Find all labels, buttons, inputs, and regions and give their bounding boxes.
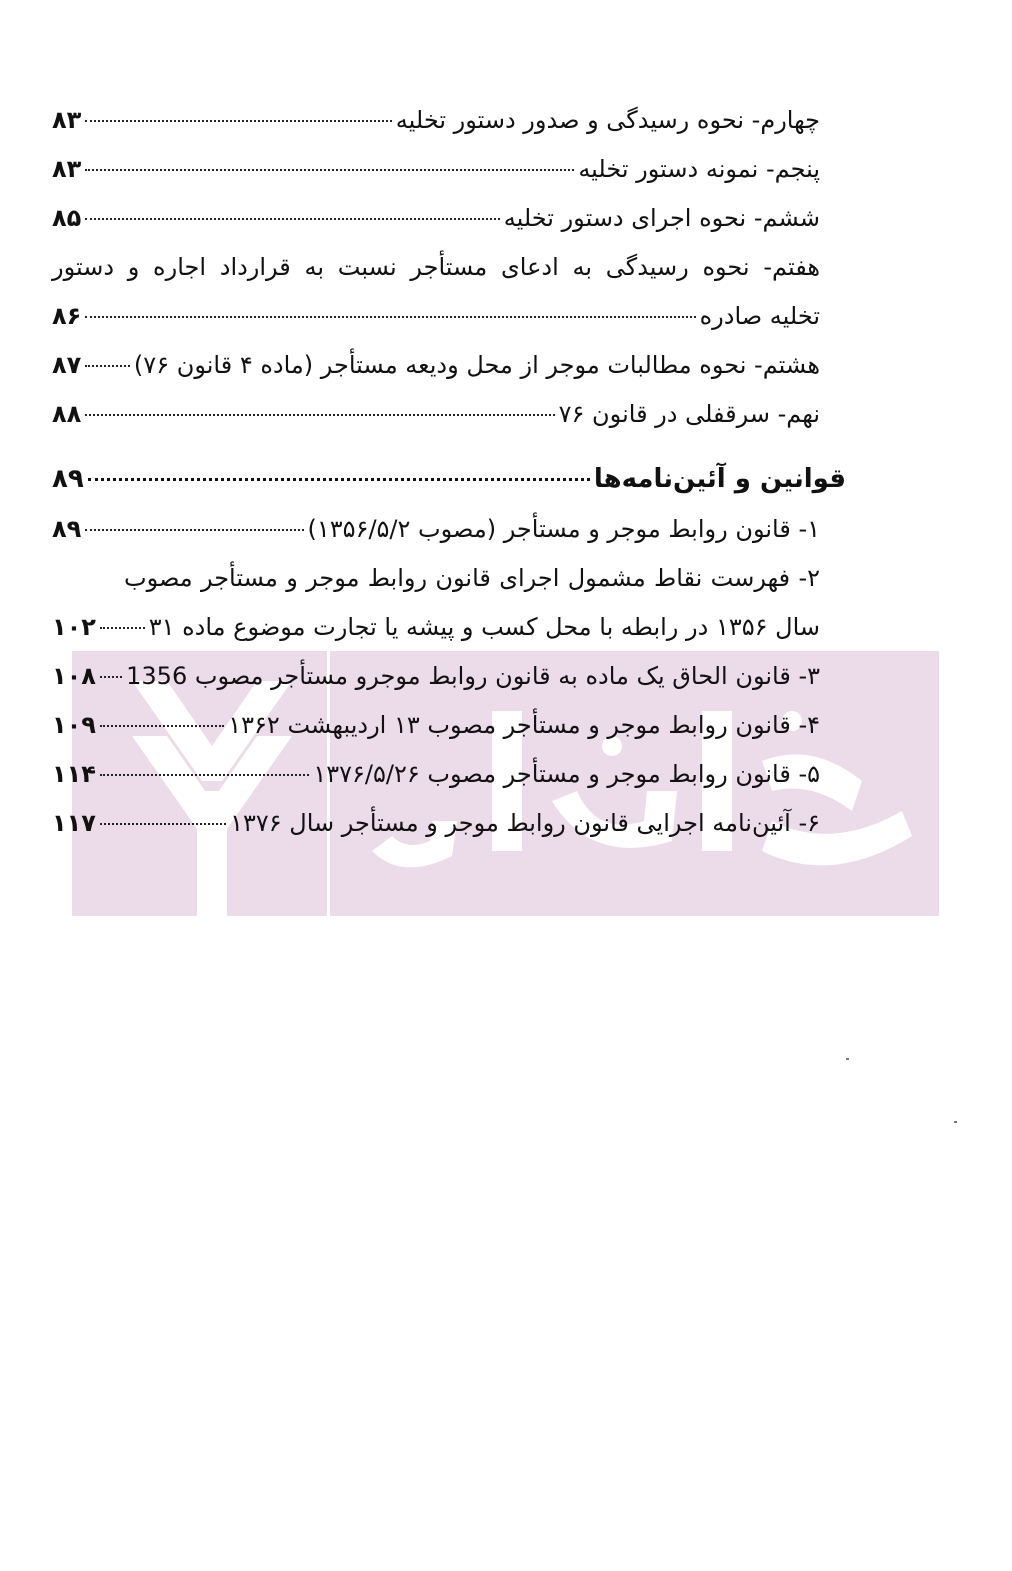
toc-entry-page: ۸۹ [52,515,82,543]
section-page: ۸۹ [52,464,84,494]
toc-entry-title: ششم- نحوه اجرای دستور تخلیه [503,204,820,232]
toc-entry[interactable] [52,96,820,145]
dot-leader [100,774,309,776]
dot-leader [100,676,122,678]
toc-entry-page: ۸۳ [52,106,82,134]
toc-entry[interactable] [52,603,820,652]
toc-entry-title-line1: هفتم- نحوه رسیدگی به ادعای مستأجر نسبت به قرارداد اجاره و دستور [52,253,820,281]
toc-entry-title: تخلیه صادره [699,302,820,330]
toc-entry-page: ۱۰۹ [52,711,96,739]
toc-entry[interactable] [52,194,820,243]
dot-leader [100,823,226,825]
dot-leader [100,725,224,727]
toc-entry-page: ۱۱۴ [52,760,96,788]
toc-entry-page: ۸۷ [52,351,82,379]
toc-section-heading[interactable] [52,453,846,505]
toc-entry-page: ۱۱۷ [52,809,96,837]
toc-entry-page: ۸۶ [52,302,82,330]
table-of-contents [52,96,846,848]
toc-entry[interactable] [52,292,820,341]
toc-entry-page: ۱۰۸ [52,662,96,690]
toc-entry-title: ۴- قانون روابط موجر و مستأجر مصوب ۱۳ اردیبهشت ۱۳۶۲ [228,711,820,739]
toc-entry[interactable] [52,652,820,701]
toc-entry-page: ۱۰۲ [52,613,96,641]
toc-entry-title: پنجم- نمونه دستور تخلیه [578,155,820,183]
dot-leader [85,365,130,367]
toc-entry-title: ۱- قانون روابط موجر و مستأجر (مصوب ۱۳۵۶/۵/۲) [307,515,820,543]
scan-speck [846,1058,849,1060]
toc-entry-title: سال ۱۳۵۶ در رابطه با محل کسب و پیشه یا تجارت موضوع ماده ۳۱ [148,613,820,641]
dot-leader [85,529,303,531]
dot-leader [85,218,499,220]
toc-entry-title: ۵- قانون روابط موجر و مستأجر مصوب ۱۳۷۶/۵/۲۶ [313,760,820,788]
scan-speck [954,1121,957,1123]
toc-entry[interactable] [52,799,820,848]
toc-entry[interactable] [52,701,820,750]
toc-entry-title: ۶- آئین‌نامه اجرایی قانون روابط موجر و مستأجر سال ۱۳۷۶ [230,809,820,837]
toc-entry-continued[interactable] [52,243,820,292]
toc-entry[interactable] [52,390,820,439]
toc-entry-page: ۸۵ [52,204,82,232]
toc-entry[interactable] [52,750,820,799]
toc-entry-page: ۸۸ [52,400,82,428]
dot-leader [100,627,145,629]
dot-leader [85,169,574,171]
dot-leader [85,316,695,318]
dot-leader [85,414,554,416]
toc-entry[interactable] [52,505,820,554]
toc-entry-continued[interactable] [52,554,820,603]
toc-entry[interactable] [52,341,820,390]
dot-leader [85,120,391,122]
toc-entry-title: نهم- سرقفلی در قانون ۷۶ [558,400,820,428]
toc-entry-title: هشتم- نحوه مطالبات موجر از محل ودیعه مستأجر (ماده ۴ قانون ۷۶) [133,351,820,379]
toc-entry-title: چهارم- نحوه رسیدگی و صدور دستور تخلیه [395,106,820,134]
toc-entry-title-line1: ۲- فهرست نقاط مشمول اجرای قانون روابط موجر و مستأجر مصوب [124,564,820,592]
toc-entry-page: ۸۳ [52,155,82,183]
dot-leader [88,478,590,481]
toc-entry-title: ۳- قانون الحاق یک ماده به قانون روابط موجرو مستأجر مصوب 1356 [126,662,820,690]
section-title: قوانین و آئین‌نامه‌ها [593,464,846,494]
toc-entry[interactable] [52,145,820,194]
